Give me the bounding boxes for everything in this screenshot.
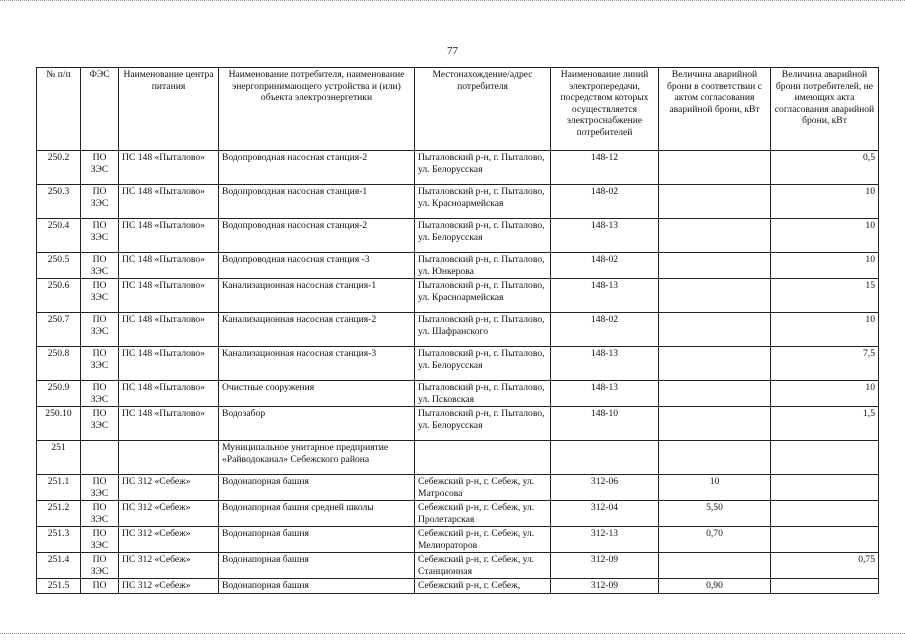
row-address: Пыталовский р-н, г. Пыталово, ул. Красноармейская bbox=[415, 185, 551, 219]
emergency-reserve-table bbox=[36, 67, 879, 594]
header-reserve-without-act: Величина аварийной брони потребителей, не имеющих акта согласования аварийной брони, кВт bbox=[771, 68, 879, 151]
row-power-line bbox=[551, 441, 659, 475]
header-fes: ФЭС bbox=[81, 68, 119, 151]
row-power-line: 148-13 bbox=[551, 279, 659, 313]
row-address bbox=[415, 441, 551, 475]
table-row bbox=[37, 313, 879, 347]
scan-edge-bottom bbox=[0, 633, 905, 634]
row-reserve-without-act: 10 bbox=[771, 219, 879, 253]
header-consumer: Наименование потребителя, наименование энергопринимающего устройства и (или) объекта электроэнергетики bbox=[219, 68, 415, 151]
scan-edge-top bbox=[0, 0, 905, 1]
row-fes: ПО ЗЭС bbox=[81, 219, 119, 253]
row-power-line: 312-13 bbox=[551, 527, 659, 553]
table-row bbox=[37, 253, 879, 279]
table-row bbox=[37, 407, 879, 441]
row-reserve-without-act: 10 bbox=[771, 253, 879, 279]
row-address: Пыталовский р-н, г. Пыталово, ул. Белорусская bbox=[415, 151, 551, 185]
row-consumer: Муниципальное унитарное предприятие «Райводоканал» Себежского района bbox=[219, 441, 415, 475]
table-row bbox=[37, 475, 879, 501]
row-reserve-with-act bbox=[659, 151, 771, 185]
row-reserve-without-act: 10 bbox=[771, 313, 879, 347]
row-number: 251.5 bbox=[37, 579, 81, 594]
row-power-line: 148-13 bbox=[551, 219, 659, 253]
row-consumer: Очистные сооружения bbox=[219, 381, 415, 407]
row-address: Пыталовский р-н, г. Пыталово, ул. Белорусская bbox=[415, 407, 551, 441]
row-reserve-without-act: 10 bbox=[771, 185, 879, 219]
row-power-line: 148-13 bbox=[551, 347, 659, 381]
row-address: Пыталовский р-н, г. Пыталово, ул. Шафранского bbox=[415, 313, 551, 347]
row-reserve-with-act: 10 bbox=[659, 475, 771, 501]
row-number: 250.6 bbox=[37, 279, 81, 313]
row-number: 251.3 bbox=[37, 527, 81, 553]
table-row bbox=[37, 579, 879, 594]
row-consumer: Канализационная насосная станция-3 bbox=[219, 347, 415, 381]
row-power-center: ПС 148 «Пыталово» bbox=[119, 151, 219, 185]
table-row bbox=[37, 381, 879, 407]
row-fes: ПО ЗЭС bbox=[81, 347, 119, 381]
row-reserve-with-act bbox=[659, 553, 771, 579]
row-power-center: ПС 148 «Пыталово» bbox=[119, 253, 219, 279]
row-power-line: 148-10 bbox=[551, 407, 659, 441]
row-consumer: Канализационная насосная станция-2 bbox=[219, 313, 415, 347]
row-reserve-with-act: 0,70 bbox=[659, 527, 771, 553]
row-power-line: 312-09 bbox=[551, 553, 659, 579]
row-address: Себежский р-н, г. Себеж, ул. Станционная bbox=[415, 553, 551, 579]
row-number: 251.1 bbox=[37, 475, 81, 501]
table-row bbox=[37, 553, 879, 579]
row-reserve-without-act bbox=[771, 527, 879, 553]
row-power-center: ПС 148 «Пыталово» bbox=[119, 185, 219, 219]
row-number: 250.3 bbox=[37, 185, 81, 219]
row-reserve-with-act bbox=[659, 441, 771, 475]
row-power-center: ПС 148 «Пыталово» bbox=[119, 313, 219, 347]
row-address: Себежский р-н, г. Себеж, bbox=[415, 579, 551, 594]
row-reserve-without-act: 1,5 bbox=[771, 407, 879, 441]
row-power-center: ПС 148 «Пыталово» bbox=[119, 407, 219, 441]
row-consumer: Водопроводная насосная станция-1 bbox=[219, 185, 415, 219]
row-consumer: Водозабор bbox=[219, 407, 415, 441]
page-number: 77 bbox=[447, 45, 458, 57]
row-fes: ПО ЗЭС bbox=[81, 475, 119, 501]
table-row bbox=[37, 501, 879, 527]
row-reserve-without-act: 7,5 bbox=[771, 347, 879, 381]
row-reserve-without-act: 10 bbox=[771, 381, 879, 407]
row-address: Пыталовский р-н, г. Пыталово, ул. Белорусская bbox=[415, 347, 551, 381]
row-fes bbox=[81, 441, 119, 475]
row-fes: ПО ЗЭС bbox=[81, 151, 119, 185]
row-reserve-with-act bbox=[659, 313, 771, 347]
row-fes: ПО ЗЭС bbox=[81, 501, 119, 527]
row-fes: ПО ЗЭС bbox=[81, 279, 119, 313]
row-power-center: ПС 148 «Пыталово» bbox=[119, 279, 219, 313]
row-power-line: 148-02 bbox=[551, 185, 659, 219]
row-power-line: 312-06 bbox=[551, 475, 659, 501]
row-power-center: ПС 312 «Себеж» bbox=[119, 553, 219, 579]
header-power-lines: Наименование линий электропередачи, посредством которых осуществляется электроснабжение потребителей bbox=[551, 68, 659, 151]
table-row bbox=[37, 185, 879, 219]
row-address: Пыталовский р-н, г. Пыталово, ул. Красноармейская bbox=[415, 279, 551, 313]
row-address: Себежский р-н, г. Себеж, ул. Матросова bbox=[415, 475, 551, 501]
row-reserve-with-act bbox=[659, 279, 771, 313]
row-address: Пыталовский р-н, г. Пыталово, ул. Юнкерова bbox=[415, 253, 551, 279]
row-power-center: ПС 312 «Себеж» bbox=[119, 527, 219, 553]
row-number: 251 bbox=[37, 441, 81, 475]
row-consumer: Водонапорная башня bbox=[219, 579, 415, 594]
row-reserve-with-act bbox=[659, 185, 771, 219]
table-row bbox=[37, 151, 879, 185]
row-power-center bbox=[119, 441, 219, 475]
row-reserve-without-act bbox=[771, 475, 879, 501]
row-power-center: ПС 148 «Пыталово» bbox=[119, 381, 219, 407]
header-reserve-with-act: Величина аварийной брони в соответствии с актом согласования аварийной брони, кВт bbox=[659, 68, 771, 151]
row-power-center: ПС 148 «Пыталово» bbox=[119, 219, 219, 253]
row-address: Пыталовский р-н, г. Пыталово, ул. Псковская bbox=[415, 381, 551, 407]
row-reserve-without-act bbox=[771, 441, 879, 475]
header-power-center: Наименование центра питания bbox=[119, 68, 219, 151]
row-address: Себежский р-н, г. Себеж, ул. Мелиораторов bbox=[415, 527, 551, 553]
row-fes: ПО ЗЭС bbox=[81, 185, 119, 219]
row-reserve-without-act bbox=[771, 501, 879, 527]
row-fes: ПО ЗЭС bbox=[81, 527, 119, 553]
row-number: 250.9 bbox=[37, 381, 81, 407]
row-number: 250.2 bbox=[37, 151, 81, 185]
row-power-center: ПС 312 «Себеж» bbox=[119, 501, 219, 527]
row-power-line: 148-12 bbox=[551, 151, 659, 185]
row-power-center: ПС 312 «Себеж» bbox=[119, 579, 219, 594]
row-power-line: 148-02 bbox=[551, 313, 659, 347]
row-power-line: 312-04 bbox=[551, 501, 659, 527]
row-consumer: Водонапорная башня bbox=[219, 553, 415, 579]
row-consumer: Водопроводная насосная станция-2 bbox=[219, 219, 415, 253]
row-number: 250.4 bbox=[37, 219, 81, 253]
row-power-center: ПС 148 «Пыталово» bbox=[119, 347, 219, 381]
row-address: Себежский р-н, г. Себеж, ул. Пролетарская bbox=[415, 501, 551, 527]
row-reserve-without-act bbox=[771, 579, 879, 594]
table-header-row bbox=[37, 68, 879, 151]
row-power-line: 312-09 bbox=[551, 579, 659, 594]
header-address: Местонахождение/адрес потребителя bbox=[415, 68, 551, 151]
row-reserve-without-act: 0,5 bbox=[771, 151, 879, 185]
table-row bbox=[37, 441, 879, 475]
row-consumer: Водопроводная насосная станция-2 bbox=[219, 151, 415, 185]
table-row bbox=[37, 279, 879, 313]
row-fes: ПО bbox=[81, 579, 119, 594]
row-fes: ПО ЗЭС bbox=[81, 313, 119, 347]
row-power-center: ПС 312 «Себеж» bbox=[119, 475, 219, 501]
row-power-line: 148-02 bbox=[551, 253, 659, 279]
row-number: 250.10 bbox=[37, 407, 81, 441]
row-fes: ПО ЗЭС bbox=[81, 381, 119, 407]
row-number: 250.8 bbox=[37, 347, 81, 381]
row-reserve-with-act: 5,50 bbox=[659, 501, 771, 527]
row-number: 250.5 bbox=[37, 253, 81, 279]
table-row bbox=[37, 347, 879, 381]
row-reserve-without-act: 0,75 bbox=[771, 553, 879, 579]
table-body bbox=[37, 151, 879, 594]
header-number: № п/п bbox=[37, 68, 81, 151]
row-reserve-with-act bbox=[659, 381, 771, 407]
row-reserve-with-act bbox=[659, 347, 771, 381]
row-consumer: Водонапорная башня средней школы bbox=[219, 501, 415, 527]
row-consumer: Водопроводная насосная станция -3 bbox=[219, 253, 415, 279]
row-fes: ПО ЗЭС bbox=[81, 407, 119, 441]
row-consumer: Канализационная насосная станция-1 bbox=[219, 279, 415, 313]
row-fes: ПО ЗЭС bbox=[81, 553, 119, 579]
row-consumer: Водонапорная башня bbox=[219, 475, 415, 501]
row-reserve-with-act: 0,90 bbox=[659, 579, 771, 594]
row-fes: ПО ЗЭС bbox=[81, 253, 119, 279]
row-number: 250.7 bbox=[37, 313, 81, 347]
row-reserve-without-act: 15 bbox=[771, 279, 879, 313]
row-address: Пыталовский р-н, г. Пыталово, ул. Белорусская bbox=[415, 219, 551, 253]
row-reserve-with-act bbox=[659, 407, 771, 441]
row-number: 251.4 bbox=[37, 553, 81, 579]
row-number: 251.2 bbox=[37, 501, 81, 527]
table-row bbox=[37, 527, 879, 553]
row-power-line: 148-13 bbox=[551, 381, 659, 407]
row-reserve-with-act bbox=[659, 253, 771, 279]
row-reserve-with-act bbox=[659, 219, 771, 253]
table-row bbox=[37, 219, 879, 253]
row-consumer: Водонапорная башня bbox=[219, 527, 415, 553]
